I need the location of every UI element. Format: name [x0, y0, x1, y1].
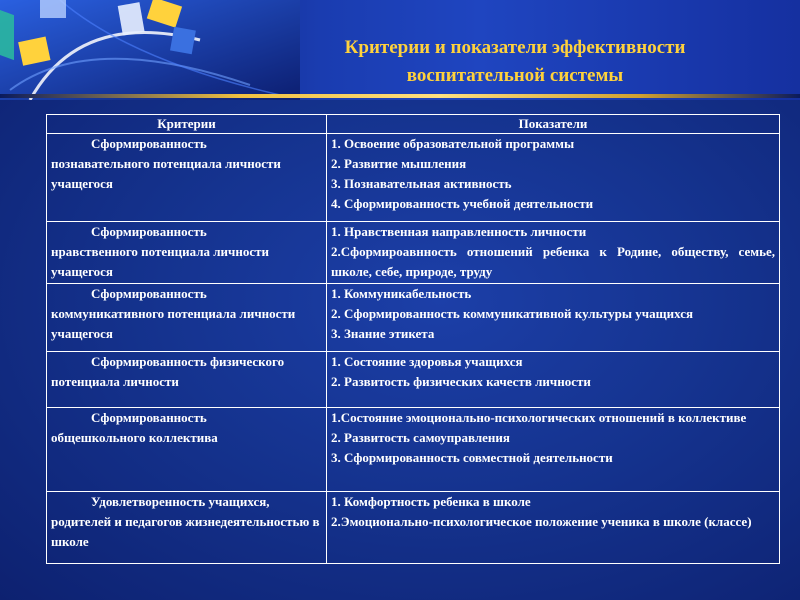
title-line-2: воспитательной системы: [406, 65, 624, 86]
indicators-cell: [327, 352, 780, 408]
table-row: [47, 222, 780, 284]
indicator-item: 3. Познавательная активность: [331, 176, 512, 191]
criterion-cell: [47, 134, 327, 222]
indicator-item: 2. Сформированность коммуникативной культуры учащихся: [331, 306, 694, 321]
table-header-row: [47, 115, 780, 134]
indicator-item: 1.Состояние эмоционально-психологических отношений в коллективе: [331, 410, 747, 425]
indicators-cell: [327, 134, 780, 222]
page-title: [260, 34, 770, 90]
indicator-item: 1. Состояние здоровья учащихся: [331, 354, 523, 369]
indicators-cell: [327, 492, 780, 564]
indicator-item: 3. Сформированность совместной деятельности: [331, 450, 613, 465]
criterion-text: нравственного потенциала личности учащегося: [51, 244, 270, 279]
title-line-1: Критерии и показатели эффективности: [344, 37, 686, 58]
header-banner: [0, 0, 800, 100]
column-header-criteria: Критерии: [47, 115, 327, 134]
indicators-cell: [327, 222, 780, 284]
decorative-globe-graphic: [0, 0, 300, 100]
indicator-item: 1. Нравственная направленность личности: [331, 224, 587, 239]
header-divider: [0, 94, 800, 98]
criterion-cell: [47, 492, 327, 564]
criterion-text: родителей и педагогов жизнедеятельностью в школе: [51, 514, 320, 549]
indicator-item: 1. Коммуникабельность: [331, 286, 472, 301]
criterion-text: Сформированность: [91, 410, 207, 425]
indicator-item: 2. Развитие мышления: [331, 156, 467, 171]
criterion-text: Сформированность: [91, 224, 207, 239]
criterion-text: познавательного потенциала личности учащегося: [51, 156, 281, 191]
table-row: [47, 492, 780, 564]
indicator-item: 2. Развитость самоуправления: [331, 430, 510, 445]
criterion-cell: [47, 222, 327, 284]
indicator-item: 2. Развитость физических качеств личности: [331, 374, 591, 389]
criterion-text: Удовлетворенность учащихся,: [91, 494, 270, 509]
criterion-text: коммуникативного потенциала личности учащегося: [51, 306, 296, 341]
indicator-item: 1. Комфортность ребенка в школе: [331, 494, 531, 509]
criterion-text: Сформированность физического: [91, 354, 285, 369]
indicators-cell: [327, 408, 780, 492]
criteria-table: [46, 114, 780, 564]
criterion-cell: [47, 408, 327, 492]
indicator-item: 2.Сформироавнность отношений ребенка к Родине, обществу, семье, школе, себе, природе, труду: [331, 244, 775, 279]
table-row: [47, 134, 780, 222]
table-row: [47, 284, 780, 352]
indicator-item: 2.Эмоционально-психологическое положение ученика в школе (классе): [331, 514, 752, 529]
indicator-item: 3. Знание этикета: [331, 326, 435, 341]
criterion-text: Сформированность: [91, 136, 207, 151]
criterion-cell: [47, 284, 327, 352]
indicators-cell: [327, 284, 780, 352]
criterion-text: общешкольного коллектива: [51, 430, 218, 445]
table-row: [47, 352, 780, 408]
criterion-text: Сформированность: [91, 286, 207, 301]
column-header-indicators: Показатели: [327, 115, 780, 134]
indicator-item: 4. Сформированность учебной деятельности: [331, 196, 594, 211]
criterion-text: потенциала личности: [51, 374, 179, 389]
table-row: [47, 408, 780, 492]
indicator-item: 1. Освоение образовательной программы: [331, 136, 575, 151]
criterion-cell: [47, 352, 327, 408]
